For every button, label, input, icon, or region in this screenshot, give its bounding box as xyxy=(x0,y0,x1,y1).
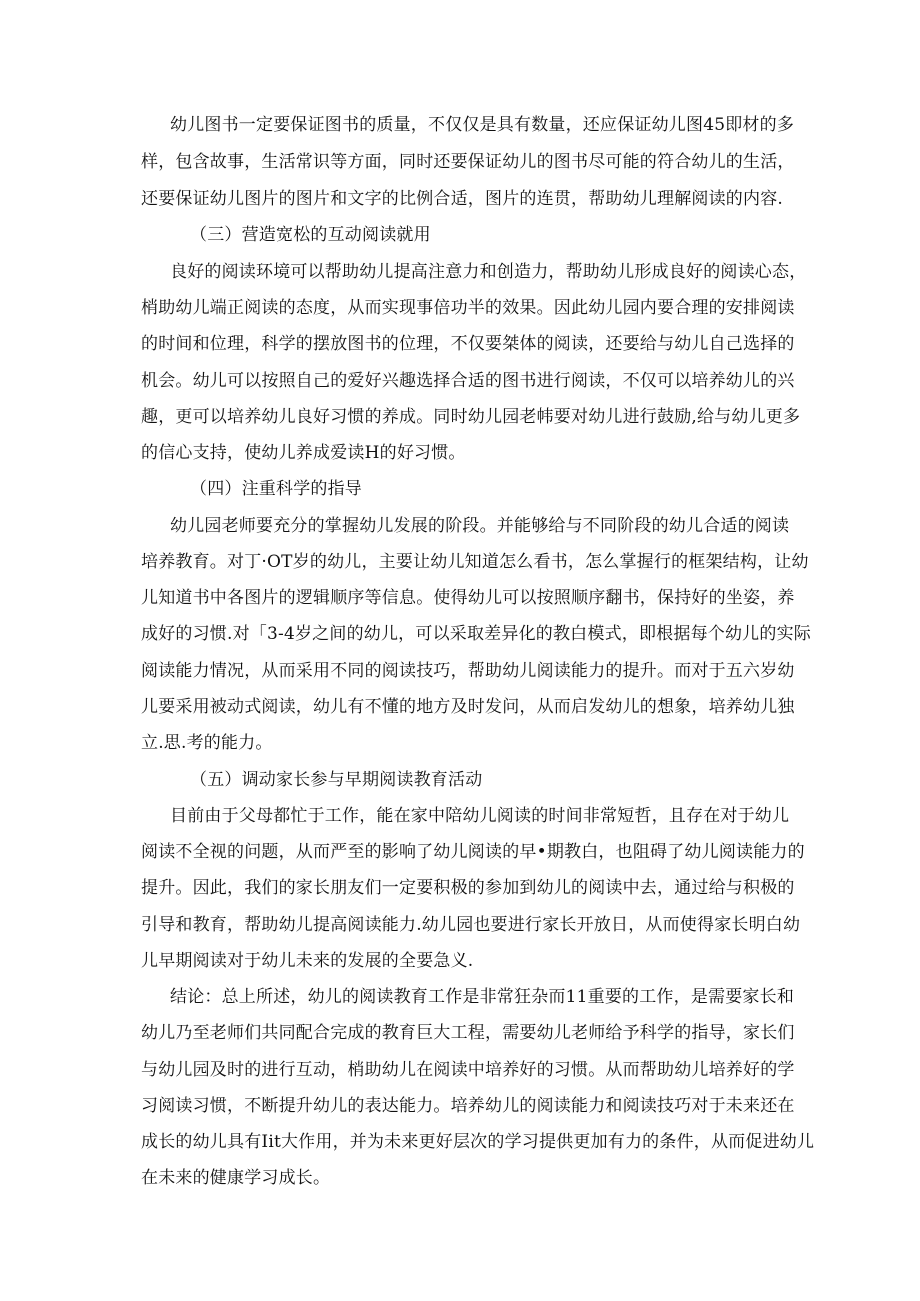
paragraph-line: 良好的阅读环境可以帮助幼儿提高注意力和创造力，帮助幼儿形成良好的阅读心态， xyxy=(170,262,807,282)
paragraph-line: 机会。幼儿可以按照自己的爱好兴趣选择合适的图书进行阅读，不仅可以培养幼儿的兴 xyxy=(141,371,795,391)
paragraph-line: 趣，更可以培养幼儿良好习惯的养成。同时幼儿园老帏要对幼儿进行鼓励,给与幼儿更多 xyxy=(141,407,801,427)
paragraph-line: 幼儿乃至老师们共同配合完成的教育巨大工程，需要幼儿老师给予科学的指导，家长们 xyxy=(141,1023,795,1043)
paragraph-line: 引导和教育，帮助幼儿提高阅读能力.幼儿园也要进行家长开放日，从而使得家长明白幼 xyxy=(141,915,801,935)
conclusion-line: 结论：总上所述，幼儿的阅读教育工作是非常狂杂而11重要的工作，是需要家长和 xyxy=(170,987,795,1007)
paragraph-line: 习阅读习惯，不断提升幼儿的表达能力。培养幼儿的阅读能力和阅读技巧对于未来还在 xyxy=(141,1096,795,1116)
paragraph-line: 立.思.考的能力。 xyxy=(141,733,273,753)
section-heading: （四）注重科学的指导 xyxy=(190,479,362,499)
paragraph-line: 阅读不全视的问题，从而严至的影响了幼儿阅读的早•期教白，也阻碍了幼儿阅读能力的 xyxy=(141,842,805,862)
paragraph-line: 培养教育。对丁·OT岁的幼儿，主要让幼儿知道怎么看书，怎么掌握行的框架结构，让幼 xyxy=(141,552,809,572)
paragraph-line: 的时间和位理，科学的摆放图书的位理，不仅要桀体的阅读，还要给与幼儿自己选择的 xyxy=(141,334,795,354)
paragraph-line: 还要保证幼儿图片的图片和文字的比例合适，图片的连贯，帮助幼儿理解阅读的内容. xyxy=(141,189,784,209)
paragraph-line: 样，包含故事，生活常识等方面，同时还要保证幼儿的图书尽可能的符合幼儿的生活， xyxy=(141,152,795,172)
paragraph-line: 儿要采用被动式阅读，幼儿有不懂的地方及时发问，从而启发幼儿的想象，培养幼儿独 xyxy=(141,697,795,717)
paragraph-line: 与幼儿园及时的进行互动，梢助幼儿在阅读中培养好的习惯。从而帮助幼儿培养好的学 xyxy=(141,1060,795,1080)
paragraph-line: 梢助幼儿端正阅读的态度，从而实现事倍功半的效果。因此幼儿园内要合理的安排阅读 xyxy=(141,298,795,318)
paragraph-line: 幼儿园老师要充分的掌握幼儿发展的阶段。并能够给与不同阶段的幼儿合适的阅读 xyxy=(170,516,790,536)
paragraph-line: 儿知道书中各图片的逻辑顺序等信息。使得幼儿可以按照顺序翻书，保持好的坐姿，养 xyxy=(141,588,795,608)
paragraph-line: 成长的幼儿具有Iit大作用，并为未来更好层次的学习提供更加有力的条件，从而促进幼儿 xyxy=(141,1132,815,1152)
paragraph-line: 目前由于父母都忙于工作，能在家中陪幼儿阅读的时间非常短哲，且存在对于幼儿 xyxy=(170,806,790,826)
section-heading: （五）调动家长参与早期阅读教育活动 xyxy=(190,770,483,790)
paragraph-line: 的信心支持，使幼儿养成爱读H的好习惯。 xyxy=(141,443,466,463)
paragraph-line: 提升。因此，我们的家长朋友们一定要积极的参加到幼儿的阅读中去，通过给与积极的 xyxy=(141,878,795,898)
section-heading: （三）营造宽松的互动阅读就用 xyxy=(190,225,431,245)
paragraph-line: 幼儿图书一定要保证图书的质量，不仅仅是具有数量，还应保证幼儿图45即材的多 xyxy=(170,115,795,135)
paragraph-line: 阅读能力情况，从而采用不同的阅读技巧，帮助幼儿阅读能力的提升。而对于五六岁幼 xyxy=(141,661,795,681)
paragraph-line: 在未来的健康学习成长。 xyxy=(141,1168,331,1188)
paragraph-line: 成好的习惯.对「3-4岁之间的幼儿，可以采取差异化的教白模式，即根据每个幼儿的实际 xyxy=(141,624,811,644)
paragraph-line: 儿早期阅读对于幼儿未来的发展的全要急义. xyxy=(141,951,474,971)
